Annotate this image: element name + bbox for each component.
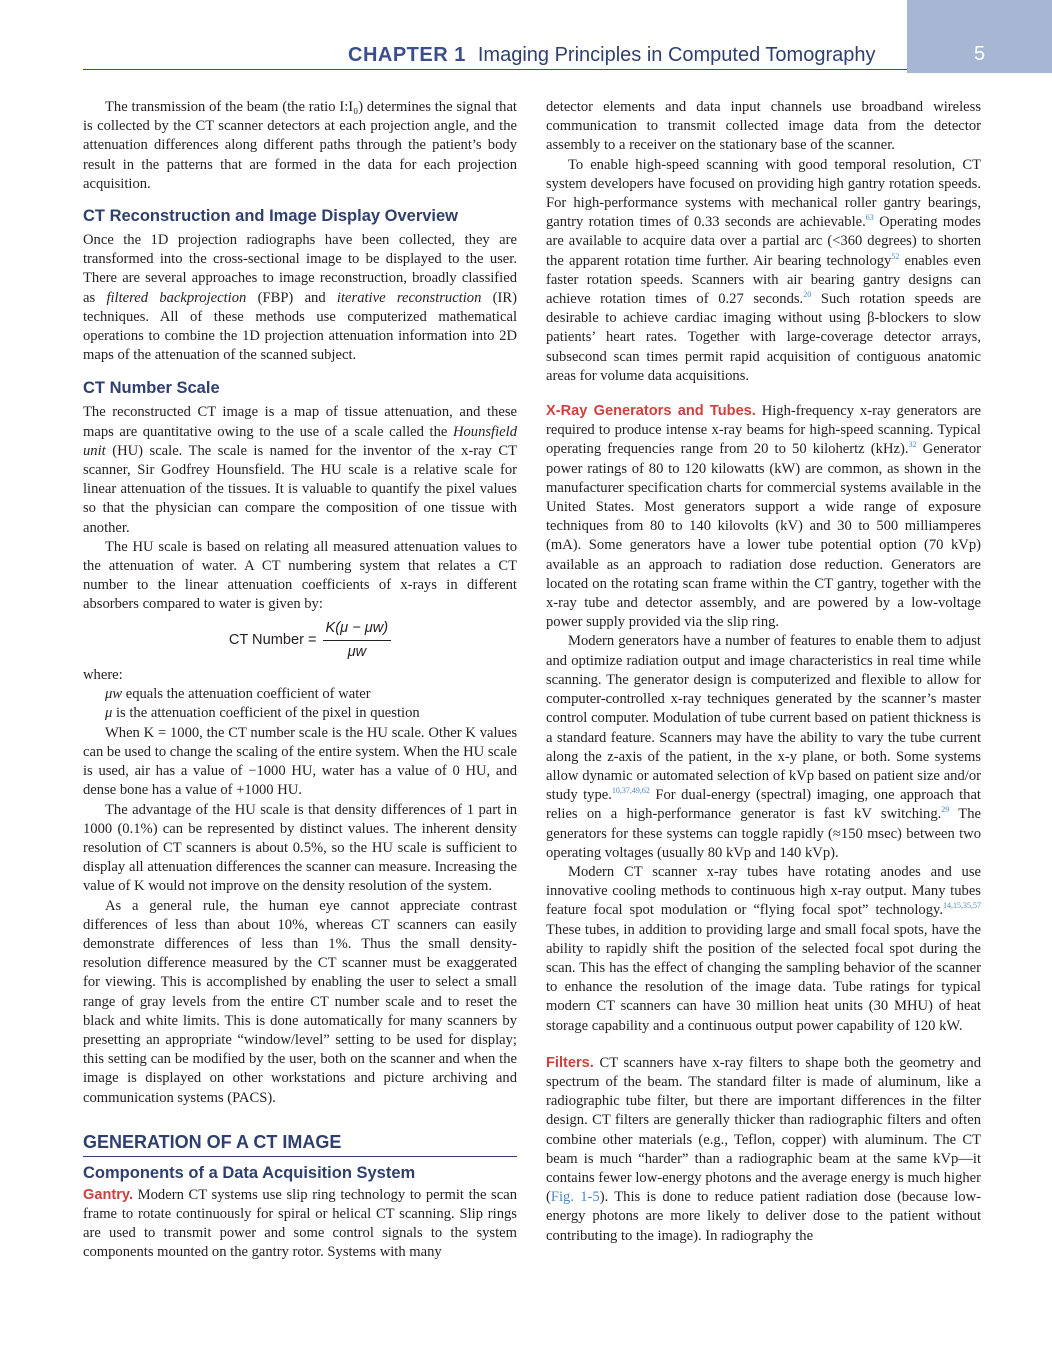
- paragraph: [83, 403, 517, 537]
- page-number-tab: [907, 0, 1052, 73]
- text-run: Modern CT scanner x-ray tubes have rotating anodes and use innovative cooling methods to continuous high x-ray output. Many tubes feature focal spot modulation or “flying focal spot” technology.: [546, 863, 981, 919]
- text-run: Operating modes are available to acquire data over a partial arc (<360 degrees) to shorten the apparent rotation time further. Air bearing technology: [546, 214, 981, 269]
- paragraph: [546, 863, 981, 1036]
- where-label: where:: [83, 667, 123, 684]
- running-header: [348, 44, 898, 67]
- section-heading-components: Components of a Data Acquisition System: [83, 1163, 416, 1182]
- symbol: μ: [105, 705, 113, 722]
- text-run: (FBP) and: [246, 289, 337, 306]
- run-in-heading-xray-generators: X-Ray Generators and Tubes.: [546, 403, 756, 420]
- section-heading-generation: GENERATION OF A CT IMAGE: [83, 1131, 517, 1157]
- header-rule: [83, 69, 907, 70]
- page-number: 5: [973, 43, 986, 65]
- text-run: To enable high-speed scanning with good temporal resolution, CT system developers have focused on providing high gantry rotation speeds. For high-performance systems with mechanical roller gantry bearings, gantry rotation times of 0.33 seconds are achievable.: [546, 156, 981, 231]
- paragraph: The HU scale is based on relating all measured attenuation values to the attenuation of water. A CT numbering system that relates a CT number to the linear attenuation coefficients of x-rays in different absorbers compared to water is given by:: [83, 538, 517, 613]
- paragraph: detector elements and data input channels use broadband wireless communication to transmit collected image data from the detector assembly to a receiver on the stationary base of the scanner.: [546, 99, 981, 154]
- left-column: [83, 98, 517, 1263]
- text-run: High-frequency x-ray generators are required to produce intense x-ray beams for high-speed scanning. Typical operating frequencies range from 20 to 50 kilohertz (kHz).: [546, 403, 981, 458]
- text-run: These tubes, in addition to providing large and small focal spots, have the ability to rapidly shift the position of the selected focal spot during the scan. This has the effect of changing the sampling behavior of the scanner to enhance the resolution of the image data. Tube ratings for typical modern CT scanners can have 30 million heat units (30 MHU) of heat storage capability and a continuous output power capability of 120 kW.: [546, 921, 981, 1034]
- citation[interactable]: 14,15,35,57: [943, 901, 981, 911]
- text-run: is the attenuation coefficient of the pixel in question: [112, 705, 420, 722]
- symbol: μw: [105, 686, 123, 703]
- text-run: CT scanners have x-ray filters to shape both the geometry and spectrum of the beam. The standard filter is made of aluminum, like a radiographic tube filter, but there are important differences in the filter design. CT filters are generally thicker than radiographic filters and often combine other materials (e.g., Teflon, copper) with aluminum. The CT beam is much “harder” than a radiographic beam at the same kVp—it contains fewer low-energy photons and the average energy is much higher (: [546, 1054, 981, 1206]
- emphasis: iterative reconstruction: [336, 289, 482, 306]
- text-run: The reconstructed CT image is a map of tissue attenuation, and these maps are quantitative owing to the use of a scale called the: [83, 404, 517, 440]
- text-run: ). This is done to reduce patient radiation dose (because low-energy photons are more likely to deliver dose to the patient without contributing to the image). In radiography the: [546, 1189, 982, 1244]
- right-column: [546, 98, 981, 1246]
- text-run: Generator power ratings of 80 to 120 kilowatts (kW) are common, as shown in the manufacturer specification charts for commercial systems available in the United States. Most generators support a wide range of exposure techniques from 80 to 140 kilovolts (kV) and 30 to 500 milliamperes (mA). Some generators have a lower tube potential option (70 kVp) available as an approach to radiation dose reduction. Generators are located on the rotating scan frame within the CT gantry, together with the x-ray tube and detector assembly, and are powered by a low-voltage power supply provided via the slip ring.: [546, 441, 981, 631]
- emphasis: Hounsfield unit: [83, 423, 517, 459]
- equation-denominator: μw: [347, 643, 367, 660]
- run-in-heading-gantry: Gantry.: [83, 1186, 134, 1203]
- text-run: (IR) techniques. All of these methods use computerized mathematical operations to combine the 1D projection attenuation information into 2D maps of the attenuation of the scanned subject.: [83, 289, 517, 364]
- citation[interactable]: 10,37,49,62: [611, 786, 650, 796]
- paragraph: [546, 156, 981, 386]
- text-run: enables even faster rotation speeds. Scanners with air bearing gantry designs can achieve rotation times of 0.27 seconds.: [546, 252, 981, 308]
- citation[interactable]: 63: [865, 213, 874, 223]
- text-run: Modern generators have a number of features to enable them to adjust and optimize radiation output and image characteristics in real time while scanning. The generator design is computerized and flexible to allow for computer-controlled x-ray techniques generated by the scanner’s master control computer. Modulation of tube current based on patient thickness is a standard feature. Scanners may have the ability to vary the tube current along the z-axis of the patient, in the x-y plane, or both. Some systems allow dynamic or automated selection of kVp based on patient size and/or study type.: [546, 633, 981, 804]
- run-in-heading-filters: Filters.: [546, 1054, 594, 1071]
- citation[interactable]: 20: [803, 290, 812, 300]
- paragraph: [83, 231, 517, 365]
- paragraph: [546, 632, 981, 862]
- chapter-title: Imaging Principles in Computed Tomography: [477, 44, 876, 66]
- text-run: Such rotation speeds are desirable to achieve cardiac imaging without using β-blockers to slow patients’ heart rates. Together with large-coverage detector arrays, subsecond scan times permit rapid acquisition of contiguous anatomic areas for volume data acquisitions.: [546, 291, 981, 384]
- chapter-label: CHAPTER 1: [348, 44, 466, 66]
- ct-number-equation: [83, 619, 517, 662]
- citation[interactable]: 32: [908, 440, 917, 450]
- text-run: Modern CT systems use slip ring technology to permit the scan frame to rotate continuously for spiral or helical CT scanning. Slip rings are used to transmit power and some control signals to the system components mounted on the gantry rotor. Systems with many: [83, 1186, 517, 1261]
- paragraph: [83, 1186, 517, 1263]
- text-run: Once the 1D projection radiographs have been collected, they are transformed into the cross-sectional image to be displayed to the user. There are several approaches to image reconstruction, broadly classified as: [83, 232, 517, 306]
- text-run: The generators for these systems can toggle rapidly (≈150 msec) between two operating voltages (usually 80 kVp and 140 kVp).: [546, 806, 981, 861]
- citation[interactable]: 52: [891, 251, 900, 261]
- text-run: For dual-energy (spectral) imaging, one approach that relies on a high-performance generator is fast kV switching.: [546, 787, 981, 823]
- section-heading-ct-number-scale: CT Number Scale: [83, 379, 220, 398]
- definition-mu-w: [83, 685, 517, 704]
- paragraph: The advantage of the HU scale is that density differences of 1 part in 1000 (0.1%) can be represented by distinct values. The inherent density resolution of CT scanners is about 0.5%, so the HU scale is sufficient to display all attenuation differences the scanner can measure. Increasing the value of K would not improve on the density resolution of the system.: [83, 801, 517, 895]
- paragraph: [546, 1054, 981, 1246]
- equation-lhs: CT Number =: [228, 631, 317, 648]
- citation[interactable]: 29: [941, 805, 950, 815]
- text-run: equals the attenuation coefficient of water: [122, 686, 371, 703]
- equation-fraction: [323, 619, 392, 662]
- paragraph: When K = 1000, the CT number scale is the HU scale. Other K values can be used to change the scaling of the entire system. When the HU scale is used, air has a value of −1000 HU, water has a value of 0 HU, and dense bone has a value of +1000 HU.: [83, 724, 517, 799]
- definition-mu: [83, 704, 517, 723]
- paragraph: The transmission of the beam (the ratio I:I₀) determines the signal that is collected by the CT scanner detectors at each projection angle, and the attenuation differences along different paths through the patient’s body result in the patterns that are formed in the data for each projection acquisition.: [83, 99, 517, 192]
- section-heading-reconstruction: CT Reconstruction and Image Display Overview: [83, 207, 459, 226]
- paragraph: [546, 402, 981, 632]
- emphasis: filtered backprojection: [106, 289, 247, 306]
- equation-numerator: K(μ − μw): [323, 619, 392, 641]
- paragraph: As a general rule, the human eye cannot appreciate contrast differences of less than about 10%, whereas CT scanners can easily demonstrate differences of less than 1%. Thus the small density-resolution difference measured by the CT scanner must be exaggerated for viewing. This is accomplished by enabling the user to select a small range of gray levels from the entire CT number scale and to reset the black and white limits. This is done automatically for many scanners by presetting an appropriate “window/level” setting to be used for display; this setting can be modified by the user, both on the scanner and when the image is displayed on other workstations and picture archiving and communication systems (PACS).: [83, 897, 517, 1106]
- text-run: (HU) scale. The scale is named for the inventor of the x-ray CT scanner, Sir Godfrey Hounsfield. The HU scale is a relative scale for linear attenuation of the tissues. It is valuable to quantify the pixel values so that the physician can compare the composition of one tissue with another.: [83, 442, 517, 536]
- figure-reference-link[interactable]: Fig. 1-5: [550, 1189, 600, 1206]
